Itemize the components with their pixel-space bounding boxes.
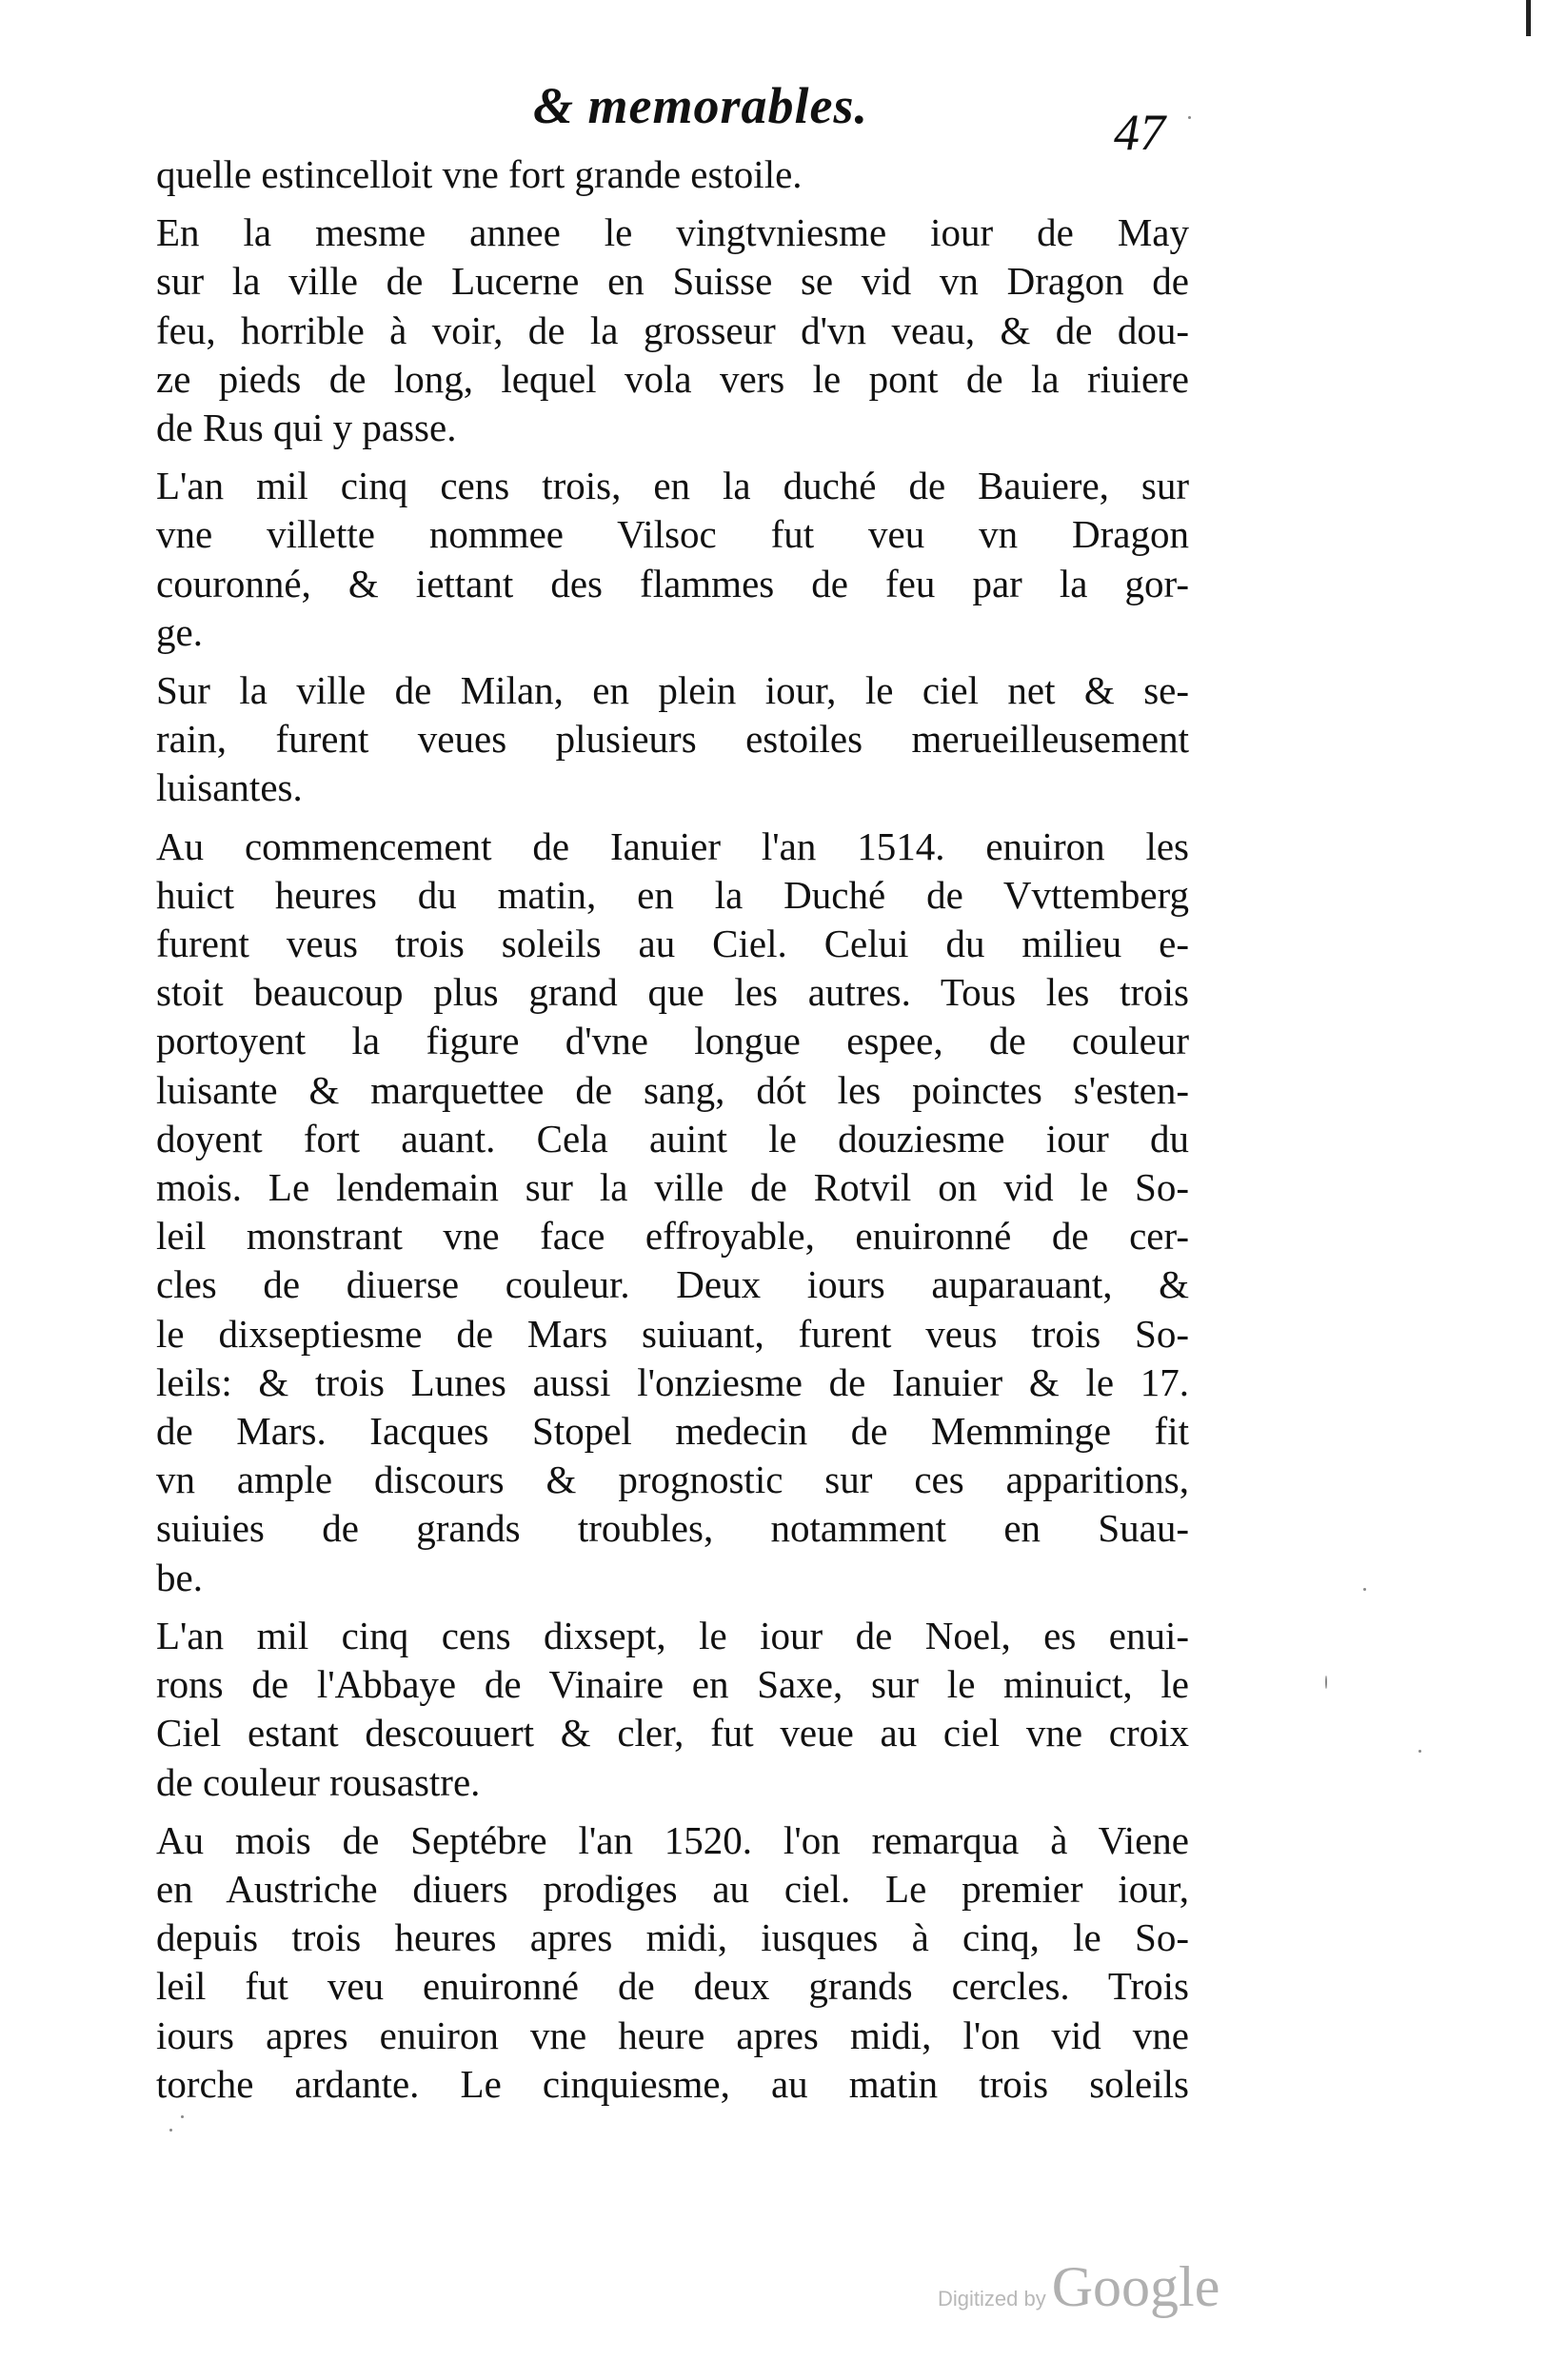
text-line: de Rus qui y passe. bbox=[156, 406, 457, 450]
google-wordmark: Google bbox=[1051, 2255, 1220, 2318]
text-line: L'an mil cinq cens dixsept, le iour de Noel, es enui- bbox=[156, 1613, 1189, 1657]
text-line: sur la ville de Lucerne en Suisse se vid vn Dragon de bbox=[156, 259, 1189, 304]
text-line: furent veus trois soleils au Ciel. Celui du milieu e- bbox=[156, 922, 1189, 966]
digitization-footer bbox=[938, 2254, 1220, 2320]
page-edge-mark bbox=[1526, 0, 1531, 36]
text-line: mois. Le lendemain sur la ville de Rotvil on vid le So- bbox=[156, 1165, 1189, 1210]
text-line: luisante & marquettee de sang, dót les poinctes s'esten- bbox=[156, 1067, 1189, 1112]
text-line: ge. bbox=[156, 609, 203, 654]
text-line: de couleur rousastre. bbox=[156, 1759, 481, 1804]
text-line: ze pieds de long, lequel vola vers le pont de la riuiere bbox=[156, 356, 1189, 401]
running-head: & memorables. bbox=[533, 77, 868, 134]
text-line: doyent fort auant. Cela auint le douziesme iour du bbox=[156, 1116, 1189, 1160]
text-line: vn ample discours & prognostic sur ces apparitions, bbox=[156, 1458, 1189, 1502]
text-line: rons de l'Abbaye de Vinaire en Saxe, sur le minuict, le bbox=[156, 1662, 1189, 1707]
text-line: torche ardante. Le cinquiesme, au matin trois soleils bbox=[156, 2061, 1189, 2106]
text-line: leil fut veu enuironné de deux grands cercles. Trois bbox=[156, 1964, 1189, 2009]
text-line: stoit beaucoup plus grand que les autres. Tous les trois bbox=[156, 970, 1189, 1015]
digitized-by-label: Digitized by bbox=[938, 2287, 1046, 2311]
text-line: feu, horrible à voir, de la grosseur d'vn veau, & de dou- bbox=[156, 307, 1189, 352]
text-line: be. bbox=[156, 1555, 203, 1599]
page-number: 47 bbox=[1114, 104, 1165, 161]
text-line: en Austriche diuers prodiges au ciel. Le premier iour, bbox=[156, 1866, 1189, 1911]
text-line: Au commencement de Ianuier l'an 1514. enuiron les bbox=[156, 823, 1189, 868]
text-line: portoyent la figure d'vne longue espee, de couleur bbox=[156, 1019, 1189, 1063]
text-line: couronné, & iettant des flammes de feu par la gor- bbox=[156, 561, 1189, 605]
text-line: L'an mil cinq cens trois, en la duché de Bauiere, sur bbox=[156, 464, 1189, 508]
text-line: leils: & trois Lunes aussi l'onziesme de Ianuier & le 17. bbox=[156, 1359, 1189, 1404]
text-line: Ciel estant descouuert & cler, fut veue au ciel vne croix bbox=[156, 1711, 1189, 1755]
text-line: luisantes. bbox=[156, 765, 303, 810]
text-line: le dixseptiesme de Mars suiuant, furent veus trois So- bbox=[156, 1311, 1189, 1356]
text-line: vne villette nommee Vilsoc fut veu vn Dragon bbox=[156, 512, 1189, 557]
text-line: de Mars. Iacques Stopel medecin de Memminge fit bbox=[156, 1409, 1189, 1454]
text-line: huict heures du matin, en la Duché de Vvttemberg bbox=[156, 872, 1189, 917]
text-line: Au mois de Septébre l'an 1520. l'on remarqua à Viene bbox=[156, 1817, 1189, 1862]
text-line: rain, furent veues plusieurs estoiles merueilleusement bbox=[156, 717, 1189, 762]
body-text bbox=[156, 150, 1189, 2109]
text-line: cles de diuerse couleur. Deux iours auparauant, & bbox=[156, 1262, 1189, 1307]
text-line: quelle estincelloit vne fort grande estoile. bbox=[156, 152, 803, 196]
text-line: Sur la ville de Milan, en plein iour, le ciel net & se- bbox=[156, 668, 1189, 713]
text-line: leil monstrant vne face effroyable, enuironné de cer- bbox=[156, 1214, 1189, 1259]
text-line: depuis trois heures apres midi, iusques à cinq, le So- bbox=[156, 1915, 1189, 1960]
text-line: En la mesme annee le vingtvniesme iour de May bbox=[156, 210, 1189, 255]
text-line: suiuies de grands troubles, notamment en Suau- bbox=[156, 1506, 1189, 1551]
text-line: iours apres enuiron vne heure apres midi, l'on vid vne bbox=[156, 2013, 1189, 2057]
